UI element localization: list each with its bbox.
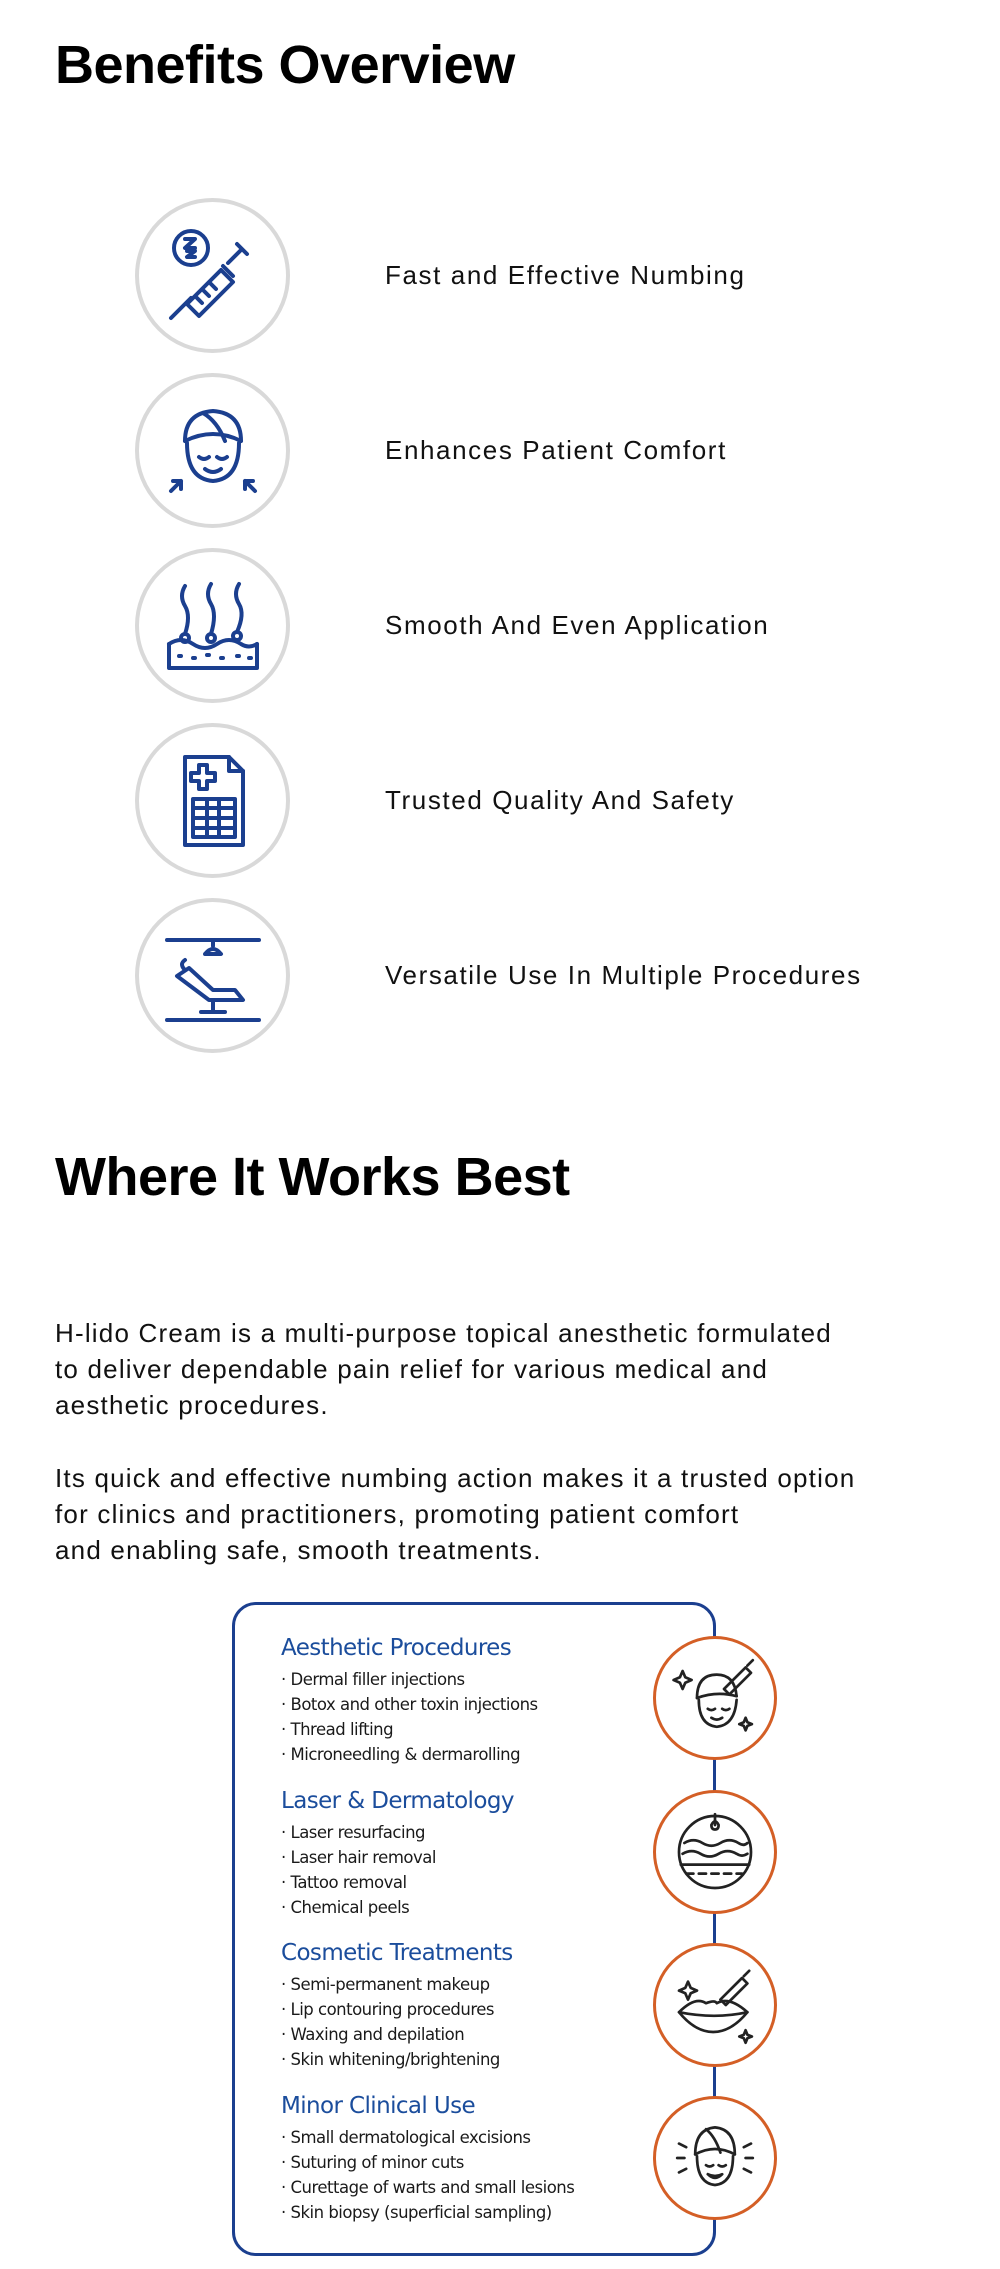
section-title-where: Where It Works Best [55, 1147, 570, 1207]
list-item: · Thread lifting [281, 1717, 611, 1742]
paragraph-line: H-lido Cream is a multi-purpose topical anesthetic formulated [55, 1318, 832, 1348]
list-item: · Suturing of minor cuts [281, 2150, 611, 2175]
category-list [281, 1972, 611, 2072]
category-icon-ring [653, 1636, 777, 1760]
face-injection-icon [670, 1653, 760, 1743]
benefit-label: Versatile Use In Multiple Procedures [385, 960, 862, 990]
benefit-label: Smooth And Even Application [385, 610, 770, 640]
benefit-label: Enhances Patient Comfort [385, 435, 727, 465]
intro-paragraph [55, 1315, 955, 1423]
treatment-chair-icon [163, 926, 263, 1026]
paragraph-line: aesthetic procedures. [55, 1390, 329, 1420]
list-item: · Curettage of warts and small lesions [281, 2175, 611, 2200]
category-title: Minor Clinical Use [281, 2093, 476, 2119]
skin-layers-icon [163, 576, 263, 676]
medical-document-icon [163, 751, 263, 851]
syringe-sleep-icon [163, 226, 263, 326]
detail-paragraph [55, 1460, 955, 1568]
list-item: · Dermal filler injections [281, 1667, 611, 1692]
list-item: · Small dermatological excisions [281, 2125, 611, 2150]
paragraph-line: to deliver dependable pain relief for various medical and [55, 1354, 769, 1384]
list-item: · Laser resurfacing [281, 1820, 611, 1845]
list-item: · Skin whitening/brightening [281, 2047, 611, 2072]
paragraph-line: Its quick and effective numbing action makes it a trusted option [55, 1463, 856, 1493]
category-title: Aesthetic Procedures [281, 1635, 512, 1661]
benefit-icon-circle [135, 198, 290, 353]
face-sparkle-icon [670, 2113, 760, 2203]
skin-laser-icon [670, 1807, 760, 1897]
list-item: · Skin biopsy (superficial sampling) [281, 2200, 611, 2225]
category-list [281, 2125, 611, 2225]
list-item: · Botox and other toxin injections [281, 1692, 611, 1717]
benefit-item [135, 548, 935, 708]
category-icon-ring [653, 2096, 777, 2220]
category-laser [281, 1786, 611, 1920]
category-title: Laser & Dermatology [281, 1788, 514, 1814]
connector-line [713, 1700, 716, 2160]
category-icon-ring [653, 1790, 777, 1914]
list-item: · Lip contouring procedures [281, 1997, 611, 2022]
benefit-label: Trusted Quality And Safety [385, 785, 735, 815]
category-list [281, 1667, 611, 1767]
category-cosmetic [281, 1938, 611, 2072]
benefit-icon-circle [135, 373, 290, 528]
benefit-item [135, 898, 935, 1058]
benefit-item [135, 723, 935, 883]
benefit-item [135, 198, 935, 358]
benefit-icon-circle [135, 898, 290, 1053]
section-title-benefits: Benefits Overview [55, 35, 515, 95]
relaxed-face-icon [163, 401, 263, 501]
list-item: · Microneedling & dermarolling [281, 1742, 611, 1767]
lip-injection-icon [670, 1960, 760, 2050]
benefit-label: Fast and Effective Numbing [385, 260, 746, 290]
paragraph-line: and enabling safe, smooth treatments. [55, 1535, 542, 1565]
category-list [281, 1820, 611, 1920]
list-item: · Laser hair removal [281, 1845, 611, 1870]
list-item: · Semi-permanent makeup [281, 1972, 611, 1997]
category-icon-ring [653, 1943, 777, 2067]
category-title: Cosmetic Treatments [281, 1940, 513, 1966]
benefit-item [135, 373, 935, 533]
list-item: · Chemical peels [281, 1895, 611, 1920]
category-aesthetic [281, 1633, 611, 1767]
paragraph-line: for clinics and practitioners, promoting patient comfort [55, 1499, 740, 1529]
benefit-icon-circle [135, 723, 290, 878]
use-cases-card [232, 1602, 716, 2256]
list-item: · Tattoo removal [281, 1870, 611, 1895]
category-minor-clinical [281, 2091, 611, 2225]
benefit-icon-circle [135, 548, 290, 703]
list-item: · Waxing and depilation [281, 2022, 611, 2047]
